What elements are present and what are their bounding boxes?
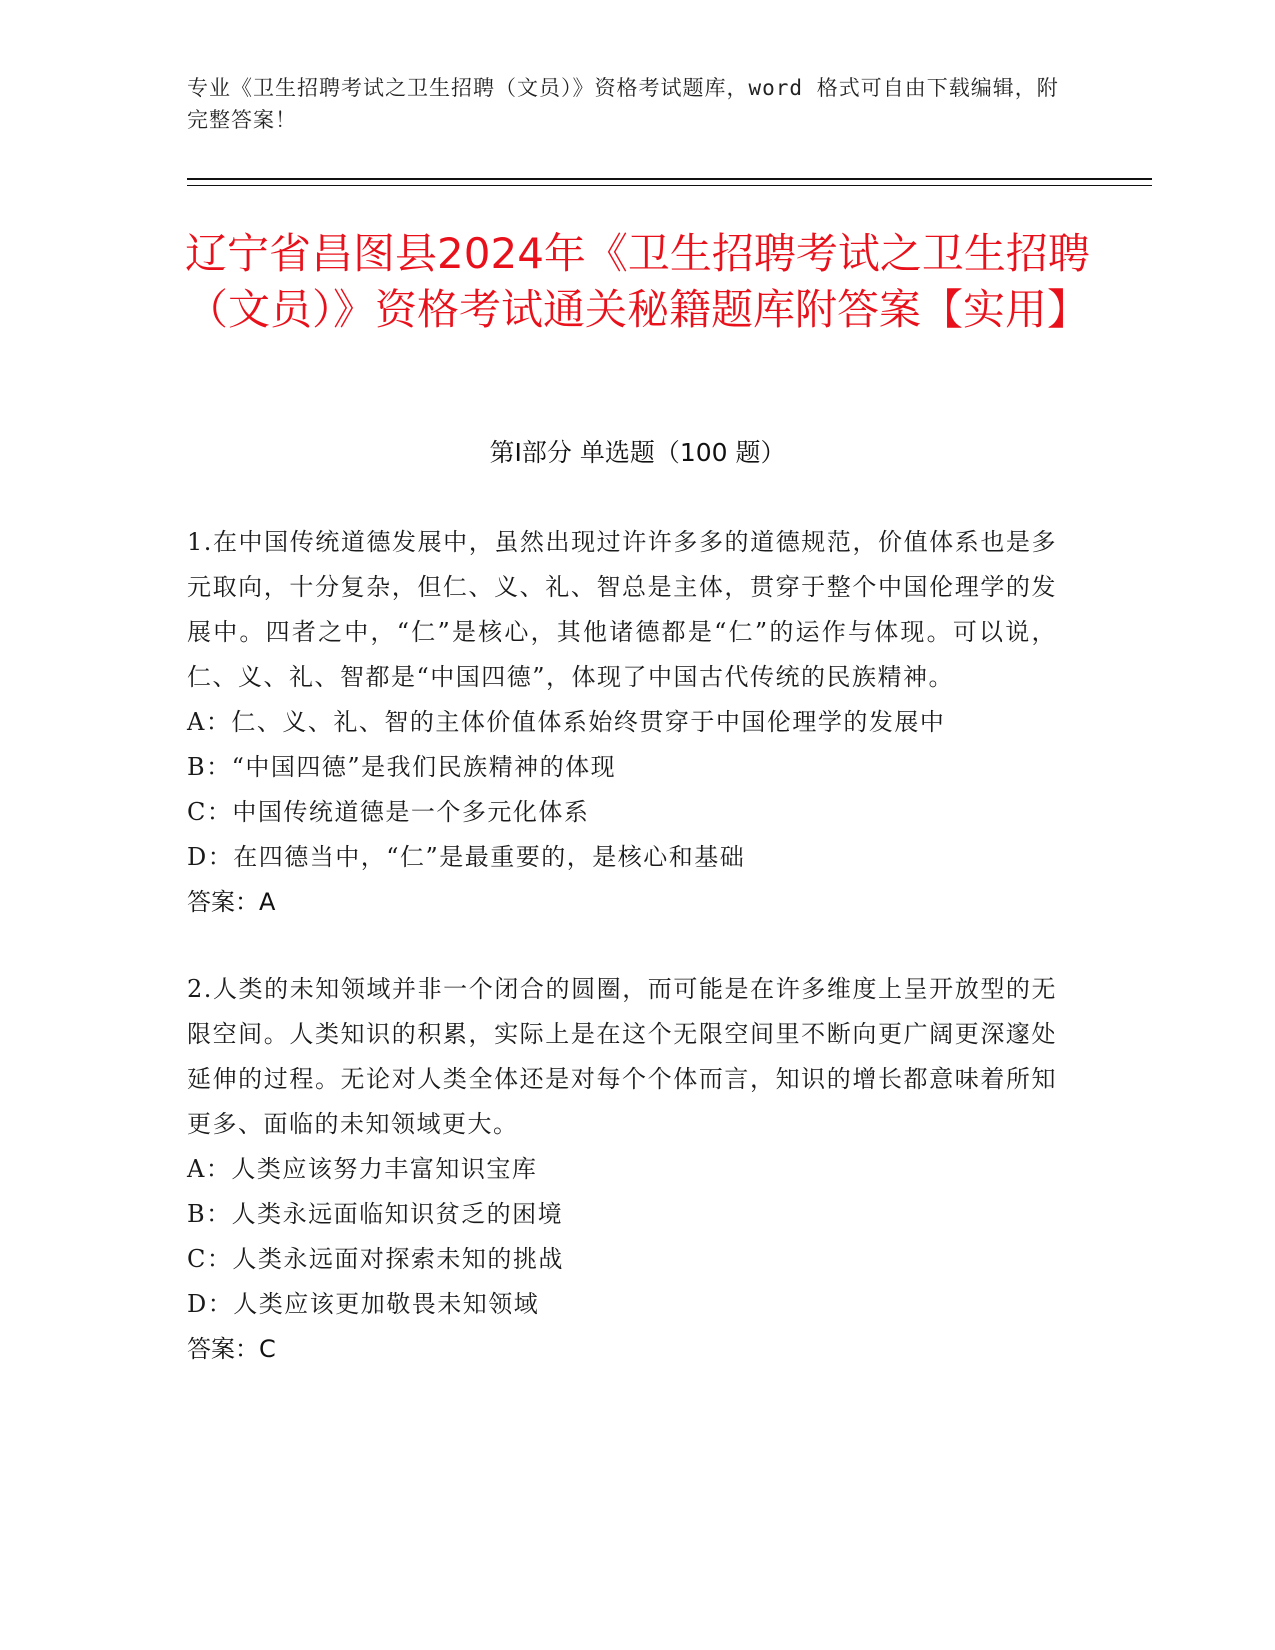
option-b: B：“中国四德”是我们民族精神的体现 [187,753,617,781]
option-b: B：人类永远面临知识贫乏的困境 [187,1200,564,1228]
question-list [187,520,1057,1414]
question-stem: 2.人类的未知领域并非一个闭合的圆圈，而可能是在许多维度上呈开放型的无限空间。人类知识的积累，实际上是在这个无限空间里不断向更广阔更深邃处延伸的过程。无论对人类全体还是对每个个体而言，知识的增长都意味着所知更多、面临的未知领域更大。 [187,975,1057,1138]
option-c: C：人类永远面对探索未知的挑战 [187,1245,564,1273]
question-item [187,967,1057,1372]
document-title: 辽宁省昌图县2024年《卫生招聘考试之卫生招聘（文员）》资格考试通关秘籍题库附答案【实用】 [185,229,1090,334]
option-c: C：中国传统道德是一个多元化体系 [187,798,590,826]
section-heading: 第Ⅰ部分 单选题（100 题） [489,438,786,467]
header-note: 专业《卫生招聘考试之卫生招聘（文员）》资格考试题库，word 格式可自由下载编辑，附完整答案！ [187,76,1059,132]
option-d: D：在四德当中，“仁”是最重要的，是核心和基础 [187,843,746,871]
question-stem: 1.在中国传统道德发展中，虽然出现过许许多多的道德规范，价值体系也是多元取向，十分复杂，但仁、义、礼、智总是主体，贯穿于整个中国伦理学的发展中。四者之中，“仁”是核心，其他诸德都是“仁”的运作与体现。可以说，仁、义、礼、智都是“中国四德”，体现了中国古代传统的民族精神。 [187,528,1057,691]
answer-label: 答案：A [187,888,276,916]
option-a: A：仁、义、礼、智的主体价值体系始终贯穿于中国伦理学的发展中 [187,708,946,736]
question-item [187,520,1057,925]
header-divider-thick [187,178,1152,180]
answer-label: 答案：C [187,1335,276,1363]
header-divider-thin [187,185,1152,186]
option-a: A：人类应该努力丰富知识宝库 [187,1155,538,1183]
option-d: D：人类应该更加敬畏未知领域 [187,1290,540,1318]
